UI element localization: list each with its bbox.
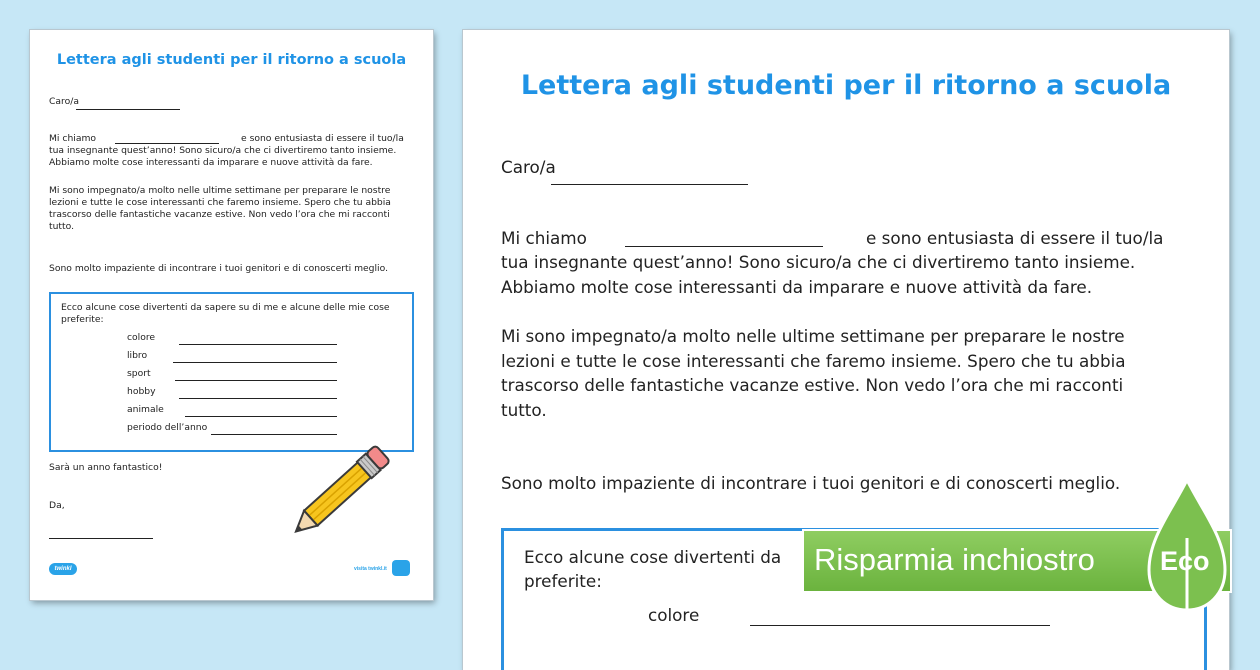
fav-item-colore-large: colore	[648, 605, 700, 625]
favorites-intro1-large: Ecco alcune cose divertenti da	[524, 547, 782, 567]
fav-item-libro-small: libro	[127, 350, 148, 361]
fav-item-hobby-small: hobby	[127, 386, 156, 397]
favorites-box-small	[49, 292, 414, 452]
paragraph3-large: Sono molto impaziente di incontrare i tuoi genitori e di conoscerti meglio.	[501, 473, 1121, 493]
paragraph3-small: Sono molto impaziente di incontrare i tuoi genitori e di conoscerti meglio.	[49, 263, 388, 274]
paragraph2-line4-small: tutto.	[49, 221, 75, 232]
fav-blank-animale-small	[185, 416, 337, 417]
fav-item-colore-small: colore	[127, 332, 156, 343]
worksheet-preview-small[interactable]	[30, 30, 433, 600]
footer-url: visita twinkl.it	[354, 566, 387, 572]
favorites-intro1-small: Ecco alcune cose divertenti da sapere su di me e alcune delle mie cose	[61, 302, 390, 313]
paragraph2-line2-small: lezioni e tutte le cose interessanti che faremo insieme. Spero che tu abbia	[49, 197, 391, 208]
paragraph2-line2-large: lezioni e tutte le cose interessanti che faremo insieme. Spero che tu abbia	[501, 351, 1126, 371]
fav-item-animale-small: animale	[127, 404, 164, 415]
eco-banner-label: Risparmia inchiostro	[814, 542, 1095, 577]
name-blank-small	[115, 143, 219, 144]
signature-blank-small	[49, 538, 153, 539]
fav-blank-libro-small	[173, 362, 337, 363]
paragraph2-line1-small: Mi sono impegnato/a molto nelle ultime settimane per preparare le nostre	[49, 185, 391, 196]
greeting-large: Caro/a	[501, 157, 556, 177]
intro-line2-large: tua insegnante quest’anno! Sono sicuro/a che ci divertiremo tanto insieme.	[501, 252, 1136, 272]
name-blank-large	[625, 246, 823, 247]
eco-badge: Eco	[1160, 546, 1210, 576]
greeting-blank-large	[551, 184, 748, 185]
fav-blank-colore-large	[750, 625, 1050, 626]
intro-line3-small: Abbiamo molte cose interessanti da imparare e nuove attività da fare.	[49, 157, 373, 168]
intro-line2-small: tua insegnante quest’anno! Sono sicuro/a che ci divertiremo tanto insieme.	[49, 145, 397, 156]
intro-tail-large: e sono entusiasta di essere il tuo/la	[866, 228, 1164, 248]
fav-item-sport-small: sport	[127, 368, 151, 379]
signoff-small: Da,	[49, 500, 65, 511]
paragraph2-line3-small: trascorso delle fantastiche vacanze estive. Non vedo l’ora che mi racconti	[49, 209, 390, 220]
footer-badge-icon	[392, 560, 410, 576]
paragraph2-line3-large: trascorso delle fantastiche vacanze estive. Non vedo l’ora che mi racconti	[501, 375, 1124, 395]
intro-line3-large: Abbiamo molte cose interessanti da imparare e nuove attività da fare.	[501, 277, 1093, 297]
paragraph2-line4-large: tutto.	[501, 400, 547, 420]
intro-tail-small: e sono entusiasta di essere il tuo/la	[241, 133, 404, 144]
fav-blank-colore-small	[179, 344, 337, 345]
greeting-small: Caro/a	[49, 96, 79, 107]
favorites-intro2-large: preferite:	[524, 571, 602, 591]
fav-item-periodo-small: periodo dell’anno	[127, 422, 208, 433]
pencil-icon	[280, 430, 405, 550]
fav-blank-sport-small	[175, 380, 337, 381]
favorites-intro2-small: preferite:	[61, 314, 104, 325]
closing-small: Sarà un anno fantastico!	[49, 462, 163, 473]
intro-lead-large: Mi chiamo	[501, 228, 587, 248]
worksheet-title-small: Lettera agli studenti per il ritorno a scuola	[56, 52, 407, 68]
greeting-blank-small	[76, 109, 180, 110]
intro-lead-small: Mi chiamo	[49, 133, 97, 144]
fav-blank-hobby-small	[179, 398, 337, 399]
paragraph2-line1-large: Mi sono impegnato/a molto nelle ultime settimane per preparare le nostre	[501, 326, 1125, 346]
twinkl-logo: twinkl	[49, 563, 77, 575]
worksheet-title-large: Lettera agli studenti per il ritorno a scuola	[520, 70, 1172, 101]
